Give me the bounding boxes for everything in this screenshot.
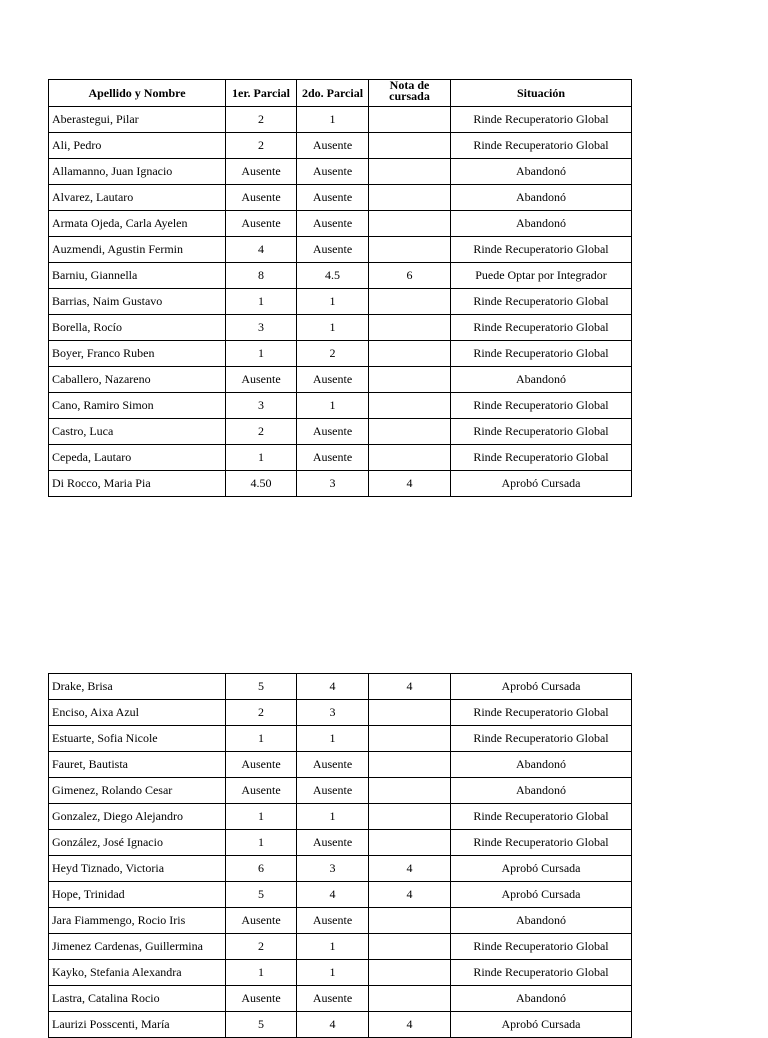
cell-nota-cursada [369,804,451,830]
cell-nota-cursada [369,367,451,393]
cell-situacion: Abandonó [451,778,632,804]
cell-parcial-2: 1 [297,107,369,133]
cell-nota-cursada: 4 [369,856,451,882]
cell-parcial-2: Ausente [297,830,369,856]
table-row [49,263,632,289]
cell-parcial-2: 1 [297,315,369,341]
cell-parcial-1: Ausente [226,986,297,1012]
cell-nota-cursada [369,752,451,778]
cell-parcial-1: 1 [226,804,297,830]
cell-situacion: Rinde Recuperatorio Global [451,960,632,986]
table-row [49,830,632,856]
cell-nota-cursada [369,393,451,419]
header-nota-cursada: Nota de cursada [369,80,451,107]
cell-situacion: Rinde Recuperatorio Global [451,341,632,367]
cell-name: Cano, Ramiro Simon [49,393,226,419]
cell-name: Borella, Rocío [49,315,226,341]
cell-name: Cepeda, Lautaro [49,445,226,471]
cell-situacion: Rinde Recuperatorio Global [451,237,632,263]
cell-parcial-1: 2 [226,133,297,159]
table-row [49,445,632,471]
cell-nota-cursada [369,445,451,471]
cell-parcial-1: Ausente [226,752,297,778]
cell-name: Aberastegui, Pilar [49,107,226,133]
cell-situacion: Rinde Recuperatorio Global [451,726,632,752]
cell-situacion: Rinde Recuperatorio Global [451,419,632,445]
cell-name: Barniu, Giannella [49,263,226,289]
cell-name: Auzmendi, Agustin Fermin [49,237,226,263]
cell-name: Gimenez, Rolando Cesar [49,778,226,804]
cell-situacion: Abandonó [451,908,632,934]
cell-situacion: Rinde Recuperatorio Global [451,107,632,133]
cell-parcial-1: 5 [226,882,297,908]
cell-situacion: Abandonó [451,185,632,211]
table-row [49,934,632,960]
cell-name: Jimenez Cardenas, Guillermina [49,934,226,960]
table-row [49,752,632,778]
cell-nota-cursada [369,133,451,159]
header-parcial-2: 2do. Parcial [297,80,369,107]
cell-parcial-2: Ausente [297,211,369,237]
table-row [49,908,632,934]
table-row [49,856,632,882]
cell-parcial-1: 1 [226,445,297,471]
cell-situacion: Rinde Recuperatorio Global [451,445,632,471]
cell-parcial-1: 2 [226,934,297,960]
cell-parcial-2: 4.5 [297,263,369,289]
cell-name: Laurizi Posscenti, María [49,1012,226,1038]
table-row [49,700,632,726]
cell-parcial-1: 1 [226,960,297,986]
cell-nota-cursada [369,315,451,341]
cell-parcial-1: 8 [226,263,297,289]
cell-parcial-2: Ausente [297,445,369,471]
cell-situacion: Rinde Recuperatorio Global [451,804,632,830]
cell-nota-cursada [369,289,451,315]
table-row [49,133,632,159]
table-row [49,726,632,752]
cell-parcial-2: Ausente [297,908,369,934]
cell-nota-cursada [369,211,451,237]
cell-parcial-2: Ausente [297,159,369,185]
cell-nota-cursada: 4 [369,674,451,700]
cell-situacion: Aprobó Cursada [451,882,632,908]
grades-table-bottom [48,673,632,1038]
cell-name: Lastra, Catalina Rocio [49,986,226,1012]
cell-name: Estuarte, Sofia Nicole [49,726,226,752]
cell-parcial-2: 3 [297,471,369,497]
cell-name: Hope, Trinidad [49,882,226,908]
table-row [49,778,632,804]
cell-parcial-2: 4 [297,1012,369,1038]
table-row [49,471,632,497]
cell-nota-cursada: 4 [369,471,451,497]
cell-parcial-1: 5 [226,674,297,700]
cell-parcial-1: 5 [226,1012,297,1038]
cell-nota-cursada [369,700,451,726]
cell-situacion: Abandonó [451,752,632,778]
cell-parcial-1: 2 [226,107,297,133]
table-row [49,804,632,830]
table-row [49,185,632,211]
cell-nota-cursada [369,341,451,367]
cell-nota-cursada: 6 [369,263,451,289]
cell-situacion: Rinde Recuperatorio Global [451,393,632,419]
table-row [49,107,632,133]
cell-name: Gonzalez, Diego Alejandro [49,804,226,830]
cell-nota-cursada [369,185,451,211]
header-name: Apellido y Nombre [49,80,226,107]
cell-parcial-2: Ausente [297,185,369,211]
cell-nota-cursada: 4 [369,1012,451,1038]
table-header-row [49,80,632,107]
cell-parcial-2: Ausente [297,778,369,804]
cell-name: Barrias, Naim Gustavo [49,289,226,315]
cell-parcial-1: Ausente [226,908,297,934]
cell-situacion: Aprobó Cursada [451,471,632,497]
cell-parcial-1: 3 [226,393,297,419]
cell-nota-cursada [369,960,451,986]
cell-parcial-1: 1 [226,341,297,367]
cell-parcial-1: 1 [226,830,297,856]
cell-parcial-1: Ausente [226,367,297,393]
cell-name: Drake, Brisa [49,674,226,700]
cell-nota-cursada: 4 [369,882,451,908]
table-row [49,882,632,908]
cell-parcial-1: 2 [226,419,297,445]
table-row [49,211,632,237]
cell-situacion: Puede Optar por Integrador [451,263,632,289]
cell-parcial-2: 1 [297,804,369,830]
cell-situacion: Rinde Recuperatorio Global [451,133,632,159]
cell-name: González, José Ignacio [49,830,226,856]
cell-nota-cursada [369,934,451,960]
table-row [49,986,632,1012]
table-row [49,367,632,393]
table-row [49,289,632,315]
cell-name: Boyer, Franco Ruben [49,341,226,367]
cell-parcial-2: Ausente [297,367,369,393]
cell-situacion: Aprobó Cursada [451,856,632,882]
cell-parcial-2: 2 [297,341,369,367]
cell-parcial-1: Ausente [226,185,297,211]
cell-nota-cursada [369,778,451,804]
cell-parcial-1: 1 [226,726,297,752]
table-row [49,237,632,263]
cell-nota-cursada [369,237,451,263]
cell-nota-cursada [369,986,451,1012]
cell-nota-cursada [369,830,451,856]
cell-name: Castro, Luca [49,419,226,445]
table-row [49,341,632,367]
cell-parcial-2: Ausente [297,419,369,445]
cell-situacion: Rinde Recuperatorio Global [451,934,632,960]
cell-situacion: Aprobó Cursada [451,674,632,700]
cell-parcial-2: 1 [297,393,369,419]
cell-name: Ali, Pedro [49,133,226,159]
cell-situacion: Aprobó Cursada [451,1012,632,1038]
table-row [49,419,632,445]
cell-situacion: Abandonó [451,986,632,1012]
cell-situacion: Rinde Recuperatorio Global [451,830,632,856]
cell-parcial-2: 3 [297,700,369,726]
cell-parcial-1: Ausente [226,778,297,804]
cell-parcial-2: 1 [297,726,369,752]
cell-situacion: Abandonó [451,367,632,393]
cell-parcial-2: 4 [297,674,369,700]
cell-nota-cursada [369,908,451,934]
table-row [49,1012,632,1038]
cell-parcial-1: 2 [226,700,297,726]
cell-name: Fauret, Bautista [49,752,226,778]
cell-parcial-2: Ausente [297,237,369,263]
cell-parcial-1: Ausente [226,211,297,237]
cell-parcial-2: 1 [297,960,369,986]
cell-name: Armata Ojeda, Carla Ayelen [49,211,226,237]
cell-parcial-1: 3 [226,315,297,341]
cell-parcial-1: 4 [226,237,297,263]
cell-parcial-2: Ausente [297,133,369,159]
cell-nota-cursada [369,419,451,445]
cell-situacion: Rinde Recuperatorio Global [451,700,632,726]
cell-parcial-1: Ausente [226,159,297,185]
table-row [49,393,632,419]
cell-parcial-2: 3 [297,856,369,882]
cell-parcial-2: 4 [297,882,369,908]
cell-parcial-2: Ausente [297,752,369,778]
cell-parcial-2: 1 [297,934,369,960]
cell-situacion: Rinde Recuperatorio Global [451,289,632,315]
cell-parcial-1: 6 [226,856,297,882]
header-situacion: Situación [451,80,632,107]
cell-situacion: Abandonó [451,211,632,237]
table-row [49,674,632,700]
cell-name: Heyd Tiznado, Victoria [49,856,226,882]
cell-parcial-2: 1 [297,289,369,315]
header-parcial-1: 1er. Parcial [226,80,297,107]
cell-parcial-2: Ausente [297,986,369,1012]
table-row [49,315,632,341]
cell-name: Jara Fiammengo, Rocio Iris [49,908,226,934]
table-row [49,159,632,185]
cell-name: Di Rocco, Maria Pia [49,471,226,497]
cell-nota-cursada [369,107,451,133]
cell-name: Allamanno, Juan Ignacio [49,159,226,185]
cell-name: Enciso, Aixa Azul [49,700,226,726]
cell-nota-cursada [369,159,451,185]
cell-situacion: Abandonó [451,159,632,185]
cell-nota-cursada [369,726,451,752]
cell-situacion: Rinde Recuperatorio Global [451,315,632,341]
grades-table-top [48,79,632,497]
cell-name: Kayko, Stefania Alexandra [49,960,226,986]
cell-parcial-1: 4.50 [226,471,297,497]
cell-name: Caballero, Nazareno [49,367,226,393]
cell-name: Alvarez, Lautaro [49,185,226,211]
table-row [49,960,632,986]
cell-parcial-1: 1 [226,289,297,315]
